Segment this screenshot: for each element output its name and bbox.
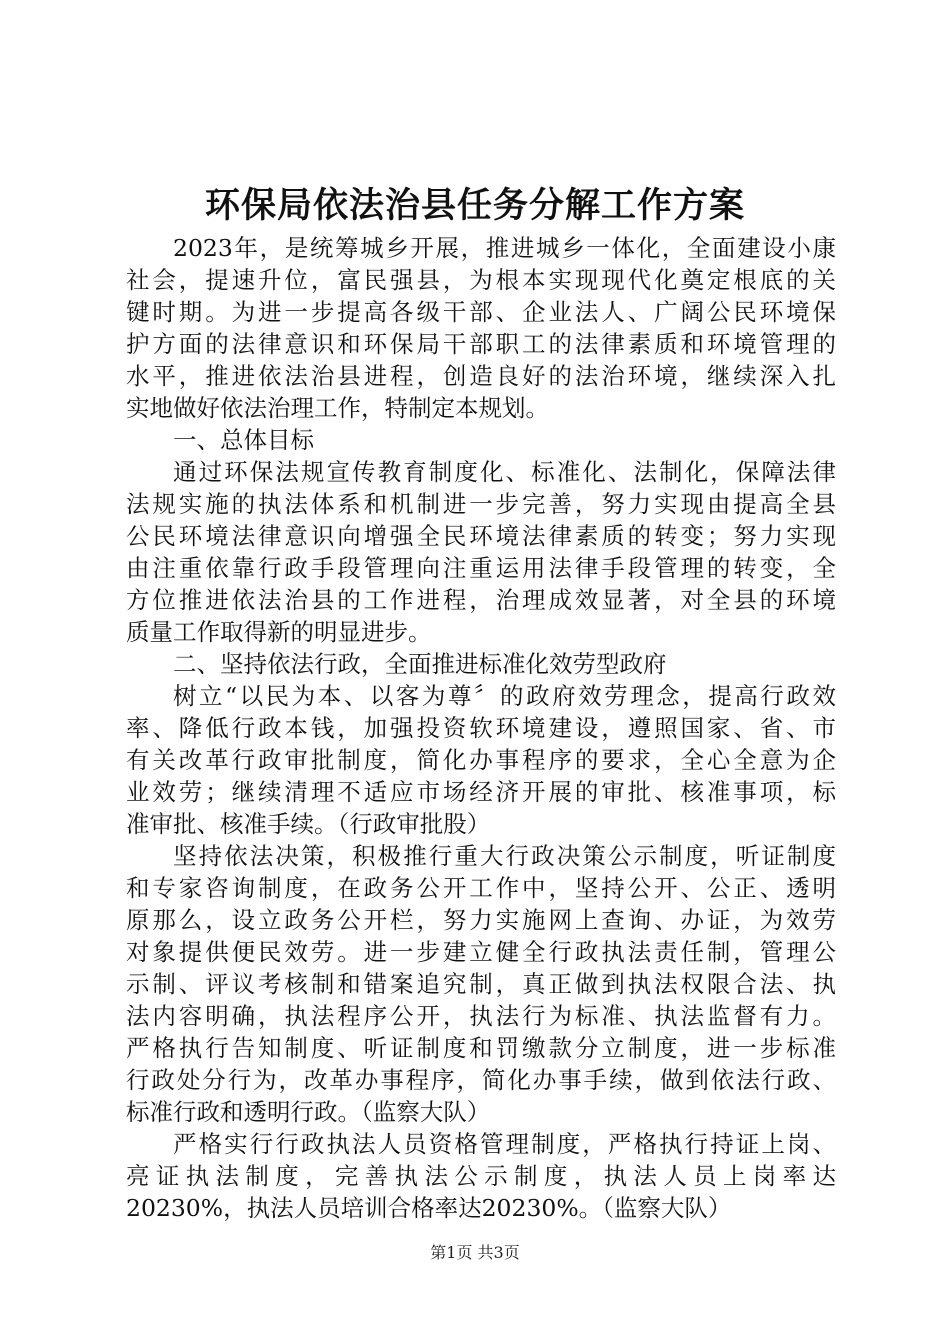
text-line: 业效劳；继续清理不适应市场经济开展的审批、核准事项，标 <box>126 778 836 806</box>
page-footer: 第1页 共3页 <box>430 1243 520 1262</box>
text-line: 社会，提速升位，富民强县，为根本实现现代化奠定根底的关 <box>126 266 836 294</box>
text-line: 示制、评议考核制和错案追究制，真正做到执法权限合法、执 <box>126 970 836 998</box>
text-line: 树立“以民为本、以客为尊〞的政府效劳理念，提高行政效 <box>173 682 836 710</box>
text-line: 2023年，是统筹城乡开展，推进城乡一体化，全面建设小康 <box>173 234 836 262</box>
text-line: 法内容明确，执法程序公开，执法行为标准、执法监督有力。 <box>126 1002 836 1030</box>
document-title: 环保局依法治县任务分解工作方案 <box>204 185 745 226</box>
text-line: 实地做好依法治理工作，特制定本规划。 <box>126 394 549 422</box>
document-body <box>126 232 836 1224</box>
text-line: 行政处分行为，改革办事程序，简化办事手续，做到依法行政、 <box>126 1066 836 1094</box>
text-line: 有关改革行政审批制度，简化办事程序的要求，全心全意为企 <box>126 746 836 774</box>
text-line: 方位推进依法治县的工作进程，治理成效显著，对全县的环境 <box>126 586 836 614</box>
text-line: 准审批、核准手续。（行政审批股） <box>126 810 491 838</box>
text-line: 原那么，设立政务公开栏，努力实施网上查询、办证，为效劳 <box>126 906 836 934</box>
text-line: 护方面的法律意识和环保局干部职工的法律素质和环境管理的 <box>126 330 836 358</box>
text-line: 严格实行行政执法人员资格管理制度，严格执行持证上岗、 <box>173 1130 836 1158</box>
text-line: 对象提供便民效劳。进一步建立健全行政执法责任制，管理公 <box>126 938 836 966</box>
text-line: 质量工作取得新的明显进步。 <box>126 618 432 646</box>
text-line: 率、降低行政本钱，加强投资软环境建设，遵照国家、省、市 <box>126 714 836 742</box>
text-line: 标准行政和透明行政。（监察大队） <box>126 1098 491 1126</box>
text-line: 公民环境法律意识向增强全民环境法律素质的转变；努力实现 <box>126 522 836 550</box>
text-line: 一、总体目标 <box>173 426 314 454</box>
text-line: 20230%，执法人员培训合格率达20230%。（监察大队） <box>126 1194 732 1222</box>
text-line: 二、坚持依法行政，全面推进标准化效劳型政府 <box>173 650 667 678</box>
text-line: 水平，推进依法治县进程，创造良好的法治环境，继续深入扎 <box>126 362 836 390</box>
text-line: 由注重依靠行政手段管理向注重运用法律手段管理的转变，全 <box>126 554 836 582</box>
text-line: 和专家咨询制度，在政务公开工作中，坚持公开、公正、透明 <box>126 874 836 902</box>
text-line: 通过环保法规宣传教育制度化、标准化、法制化，保障法律 <box>173 458 836 486</box>
text-line: 严格执行告知制度、听证制度和罚缴款分立制度，进一步标准 <box>126 1034 836 1062</box>
text-line: 法规实施的执法体系和机制进一步完善，努力实现由提高全县 <box>126 490 836 518</box>
text-line: 键时期。为进一步提高各级干部、企业法人、广阔公民环境保 <box>126 298 836 326</box>
text-line: 亮证执法制度，完善执法公示制度，执法人员上岗率达 <box>126 1162 836 1190</box>
text-line: 坚持依法决策，积极推行重大行政决策公示制度，听证制度 <box>173 842 836 870</box>
